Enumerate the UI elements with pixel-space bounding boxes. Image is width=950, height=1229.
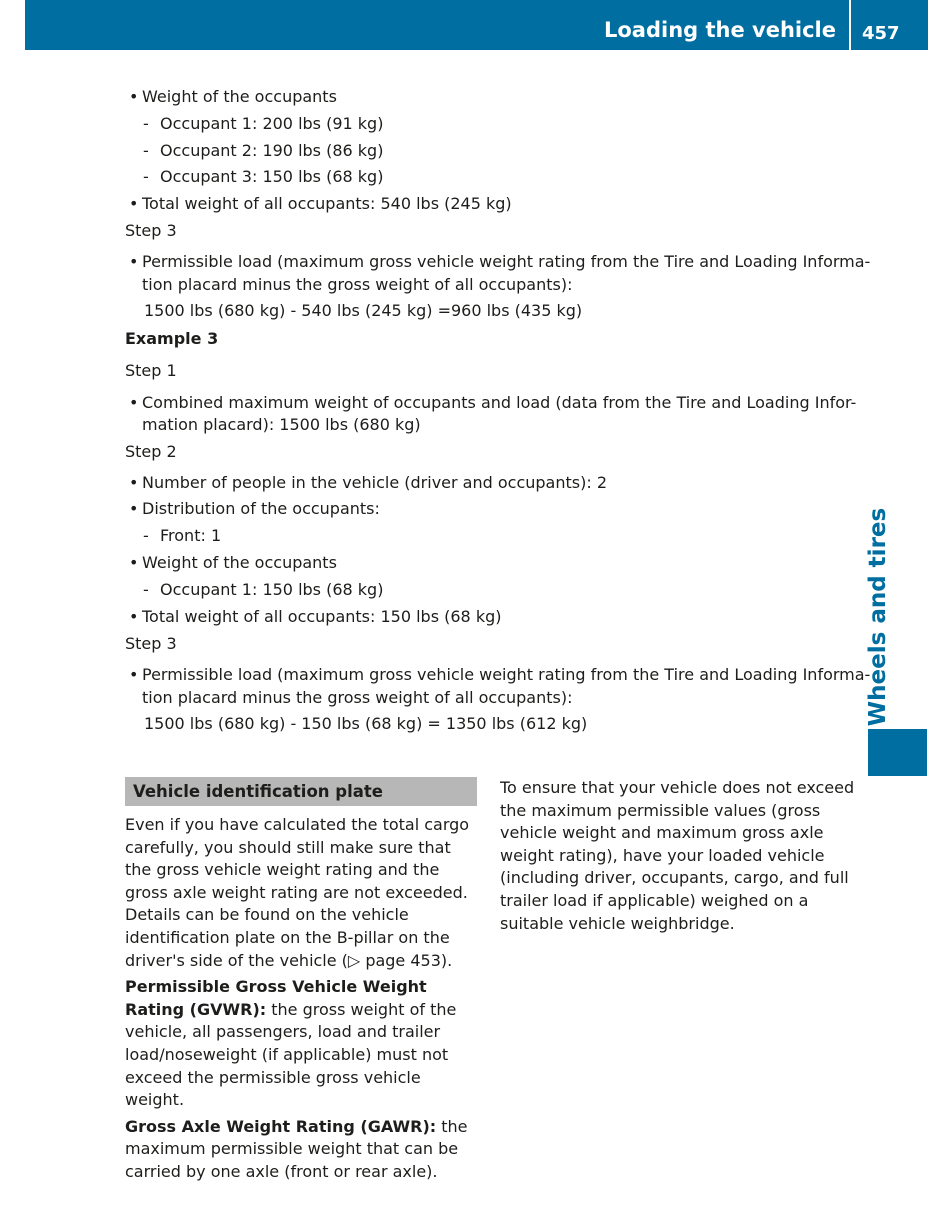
gawr-term: Gross Axle Weight Rating (GAWR): [125,1116,437,1136]
gvwr-text: the gross weight of the vehicle, all passengers, load and trailer load/noseweight (if applicable) must not exceed the permissible gross vehicle weight. [125,999,457,1110]
weighbridge-paragraph: To ensure that your vehicle does not exceed the maximum permissible values (gross vehicle weight and maximum gross axle weight rating), have your loaded vehicle (including driver, occupants, cargo, and full trailer load if applicable) weighed on a suitable vehicle weighbridge. [500,778,855,933]
cont-line: tion placard minus the gross weight of all occupants): [142,275,573,294]
dash-line: - Front: 1 [125,524,221,547]
gvwr-term: Permissible Gross Vehicle Weight Rating (GVWR): [125,977,427,1019]
plain-line: Step 3 [125,634,177,653]
gvwr-paragraph [125,976,477,1112]
plain-line: Step 2 [125,442,177,461]
vehicle-plate-left-column [125,777,477,1188]
calc-line: 1500 lbs (680 kg) - 150 lbs (68 kg) = 1350 lbs (612 kg) [144,714,588,733]
page-number: 457 [862,23,900,44]
vehicle-plate-heading: Vehicle identification plate [125,777,477,806]
example-heading: Example 3 [125,329,219,348]
page-header [25,0,928,50]
bullet-line: • Weight of the occupants [125,551,337,574]
side-tab [864,507,892,727]
plain-line: Step 1 [125,361,177,380]
dash-line: - Occupant 3: 150 lbs (68 kg) [125,165,383,188]
bullet-line: • Permissible load (maximum gross vehicle weight rating from the Tire and Loading Informa- [125,250,870,273]
bullet-line: • Total weight of all occupants: 540 lbs (245 kg) [125,192,512,215]
gawr-paragraph [125,1116,477,1184]
calc-line: 1500 lbs (680 kg) - 540 lbs (245 kg) =960 lbs (435 kg) [144,301,583,320]
side-tab-label: Wheels and tires [865,507,891,727]
bullet-line: • Weight of the occupants [125,85,337,108]
plain-line: Step 3 [125,221,177,240]
section-title: Loading the vehicle [603,18,836,42]
dash-line: - Occupant 2: 190 lbs (86 kg) [125,139,383,162]
cont-line: tion placard minus the gross weight of all occupants): [142,688,573,707]
dash-line: - Occupant 1: 200 lbs (91 kg) [125,112,383,135]
bullet-line: • Number of people in the vehicle (driver and occupants): 2 [125,471,607,494]
bullet-line: • Distribution of the occupants: [125,497,380,520]
vehicle-plate-intro: Even if you have calculated the total cargo carefully, you should still make sure that the gross vehicle weight rating and the gross axle weight rating are not exceeded. Details can be found on the vehicle identification plate on the B-pillar on the driver's side of the vehicle (▷ page 453). [125,815,470,970]
vehicle-plate-right-column [500,777,855,939]
gawr-text: the maximum permissible weight that can be carried by one axle (front or rear axle). [125,1116,468,1181]
side-tab-marker [868,729,927,776]
dash-line: - Occupant 1: 150 lbs (68 kg) [125,578,383,601]
header-divider [849,0,851,50]
bullet-line: • Permissible load (maximum gross vehicle weight rating from the Tire and Loading Informa- [125,663,870,686]
bullet-line: • Combined maximum weight of occupants and load (data from the Tire and Loading Infor- [125,391,856,414]
bullet-line: • Total weight of all occupants: 150 lbs (68 kg) [125,605,501,628]
cont-line: mation placard): 1500 lbs (680 kg) [142,415,421,434]
